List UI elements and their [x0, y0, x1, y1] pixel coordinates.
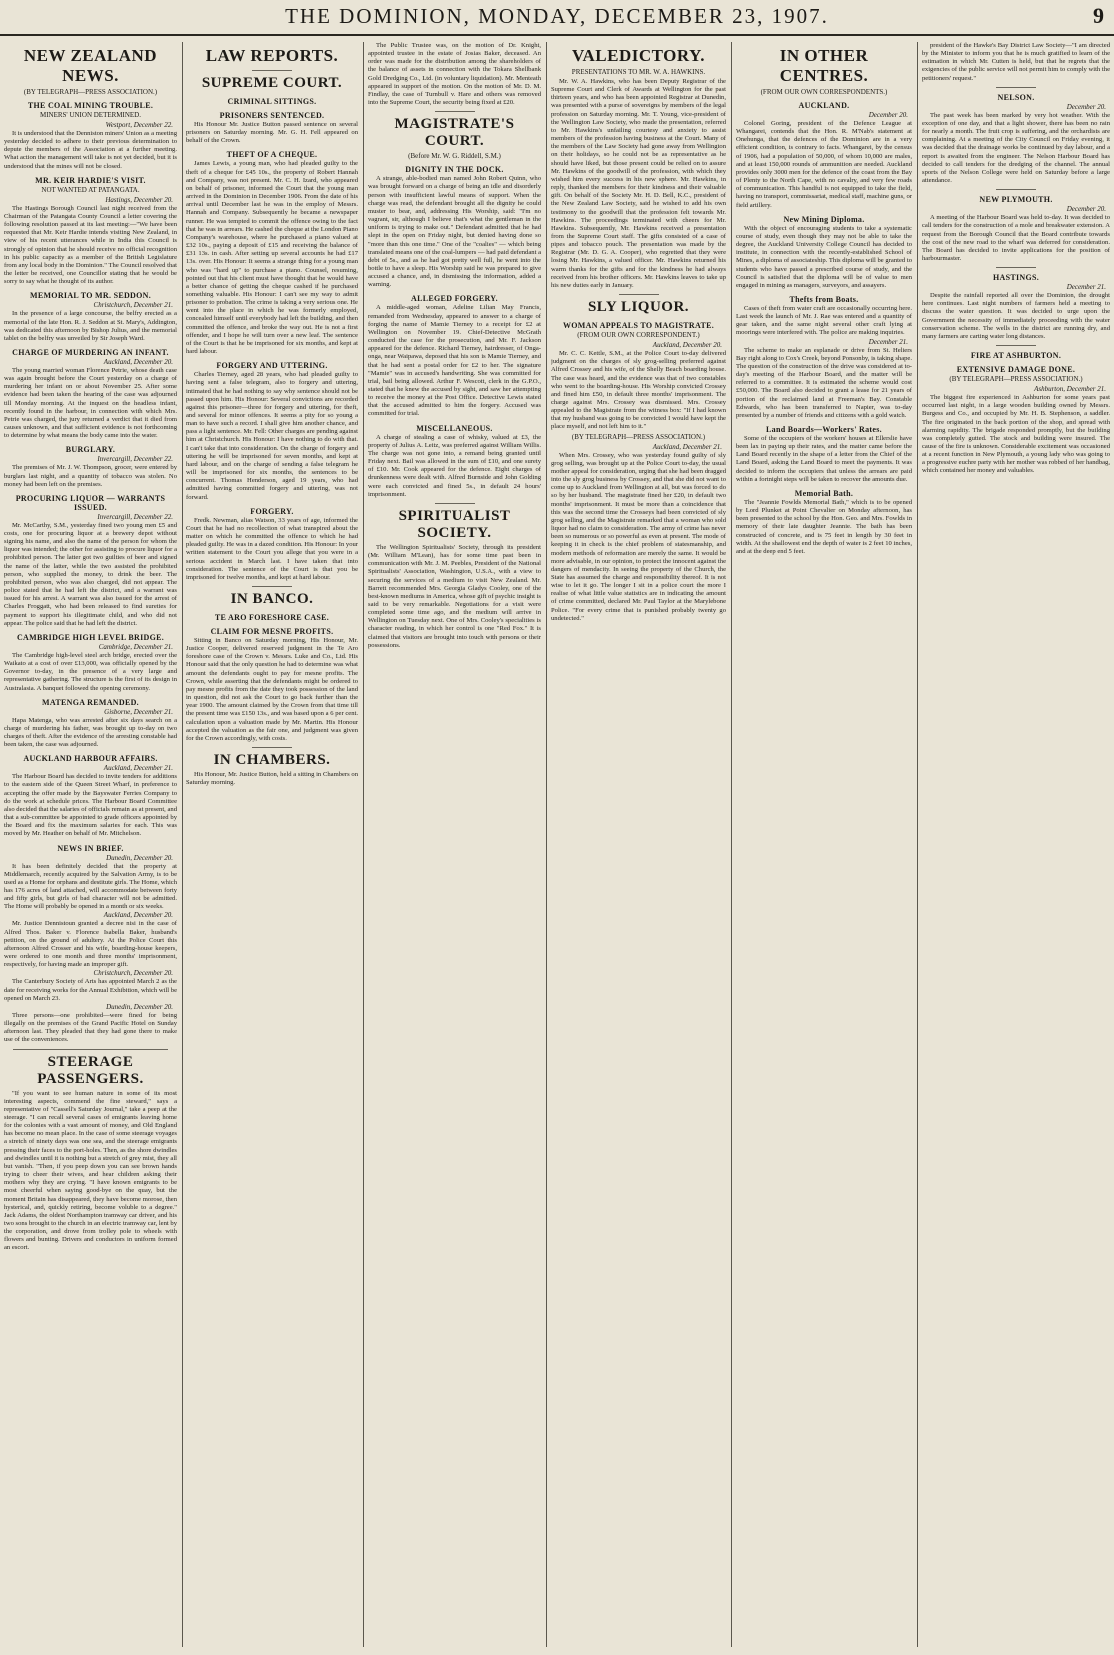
article-subheadline: PRESENTATIONS TO MR. W. A. HAWKINS. [571, 68, 706, 76]
dateline: Christchurch, December 21. [93, 301, 173, 310]
dateline: Hastings, December 20. [105, 195, 173, 204]
article-body: With the object of encouraging students to take a systematic course of study, even though they may not be able to take the degree, the Auckland University College Council has decided to institute, in connection with the recently-established School of Mines, a diploma of associateship. This diploma will be granted to students who have passed a prescribed course of study, and the Council is satisfied that the diploma will be of value to men engaged in mining as managers, surveyors, and assayers. [736, 224, 912, 289]
article-headline: BURGLARY. [65, 445, 116, 455]
byline: (BY TELEGRAPH—PRESS ASSOCIATION.) [23, 88, 158, 96]
article-headline: NEWS IN BRIEF. [57, 843, 124, 853]
article-body: Cases of theft from water craft are occasionally occurring here. Last week the launch of Mr. J. Rae was entered and a quantity of gear taken, and the same night several other craft lying at moorings were interfered with. The police are making inquiries. [736, 304, 912, 337]
article-body: The scheme to make an esplanade or drive from St. Heliers Bay right along to Cox's Creek, beyond Ponsonby, is taking shape. The question of the construction of the drive was considered at to-day's meeting of the Harbour Board, and the matter will be referred to a committee. It is estimated the scheme would cost £50,000. The Board also decided to grant a lease for 21 years of portion of the reclaimed land at Freeman's Bay. Constable Edwards, who has been transferred to Napier, was to-day presented by a number of friends and citizens with a gold watch. [736, 346, 912, 419]
article-subheadline: MINERS' UNION DETERMINED. [39, 111, 141, 119]
article-body: A charge of stealing a case of whisky, valued at £3, the property of Julius A. Leitz, was preferred against William Willis. The charge was not gone into, a remand being granted until Friday next. Bail was allowed in the sum of £10, and one surety of £10. Mr. Cook appeared for the defence. Eight charges of drunkenness were dealt with. Alfred Burnside and John Golding were each convicted and fined 5s., in default 24 hours' imprisonment. [368, 433, 541, 498]
section-heading: STEERAGE PASSENGERS. [37, 1053, 144, 1087]
divider [13, 1049, 169, 1050]
article-subheadline: EXTENSIVE DAMAGE DONE. [956, 365, 1076, 375]
article-body: The Wellington Spiritualists' Society, through its president (Mr. William M'Lean), has for some time past been in communication with Mr. J. M. Peebles, President of the National Spiritualists' Association, Washington, U.S.A., with a view to securing the services of a medium to visit New Zealand. Mr. Barrett recommended Mrs. Georgia Gladys Cooley, one of the best-known mediums in America, whose gift of psychic insight is said to be very remarkable. Negotiations for a visit were completed some time ago, and the medium will arrive in Wellington on Tuesday next. One of Mrs. Cooley's specialities is character reading, in which her control is one "Red Fox." It is claimed that visitors are brought into touch with persons or their possessions. [368, 543, 541, 649]
article-body: The past week has been marked by very hot weather. With the exception of one day, and that a light shower, there has been no rain for nearly a month. The fruit crop is suffering, and the orchardists are complaining. At a meeting of the City Council on Friday evening, it was decided that the drainage works be continued by day labour, and a report is awaited from the engineer. The Nelson Harbour Board has decided to call tenders for the dredging of the channel. The annual sports of the Nelson College were held on Saturday before a large attendance. [922, 111, 1110, 185]
divider [619, 294, 659, 295]
section-heading: IN CHAMBERS. [213, 752, 331, 768]
article-body: The Cambridge high-level steel arch bridge, erected over the Waikato at a cost of over £13,000, was officially opened by the Governor to-day, in the presence of a very large and representative gathering. The structure is the first of its design in Australasia. A banquet followed the opening ceremony. [4, 651, 177, 692]
divider [996, 267, 1036, 268]
article-headline: NELSON. [997, 92, 1035, 102]
article-body: The premises of Mr. J. W. Thompson, grocer, were entered by burglars last night, and a quantity of tobacco was stolen. No money had been left on the premises. [4, 464, 177, 488]
article-body: Despite the rainfall reported all over the Dominion, the drought here continues. Last night numbers of farmers held a meeting to discuss the water question. It was decided to urge upon the Government the necessity of immediately proceeding with the water conservation scheme. The wells in the district are running dry, and many farmers are carting water long distances. [922, 292, 1110, 340]
article-body: It is understood that the Denniston miners' Union as a meeting yesterday decided to adhere to their previous determination to depute the members of the Association at a further meeting. What action the management will take is not yet decided, but it is understood that the mines will not be closed. [4, 130, 177, 170]
article-headline: THE COAL MINING TROUBLE. [27, 101, 154, 110]
dateline: December 20. [1066, 205, 1106, 214]
section-heading: LAW REPORTS. [205, 46, 339, 65]
article-body: Sitting in Banco on Saturday morning, His Honour, Mr. Justice Cooper, delivered reserved judgment in the Te Aro foreshore case of the Crown v. Messrs. Luke and Co., Ltd. His Honour said that the only question he had to determine was what amount the defendants ought to pay for mesne profits. The Crown, while asserting that the defendants might be ordered to pay mesne profits from the date they took possession of the land in question, did not ask the Court to go back further than the year 1900. The amount claimed by the Crown from that time till the present time was £150 13s., and was based upon a 6 per cent. calculation upon a valuation made by Mr. Martin. His Honour accepted the valuation as the fair one, and judgment was given for the Crown accordingly, with costs. [186, 636, 358, 742]
article-headline: MEMORIAL TO MR. SEDDON. [29, 291, 152, 301]
article-body: The biggest fire experienced in Ashburton for some years past occurred last night, in a large wooden building owned by Messrs. Burgess and Co., and occupied by Mr. H. B. Stephenson, a saddler. The fire originated in the back portion of the shop, and spread with alarming rapidity. The brigade responded promptly, but the building was completely gutted. The stock and building were insured. The cause of the fire is unknown. Considerable excitement was occasioned at a recent function in New Plymouth, a young lady who was going to a progressive euchre party with her mother was robbed of her handbag, which contained her money and valuables. [922, 394, 1110, 475]
dateline: Dunedin, December 20. [106, 1002, 173, 1011]
byline: (FROM OUR OWN CORRESPONDENT.) [577, 331, 700, 340]
column-rule [917, 42, 918, 1647]
dateline: December 20. [868, 111, 908, 119]
article-headline: PROCURING LIQUOR — WARRANTS ISSUED. [15, 493, 166, 512]
article-subheadline: NOT WANTED AT PATANGATA. [41, 185, 140, 194]
column-rule [546, 42, 547, 1647]
article-body: James Lewis, a young man, who had pleaded guilty to the theft of a cheque for £45 10s., the property of Robert Hannah and Company, was not present. Mr. C. H. Izard, who appeared on behalf of prisoner, informed the Court that the young man arrived in the Dominion in December 1906. From the date of his arrival until December last he was in the employ of Messrs. Hannah and Company. Subsequently he became a newspaper runner. He was tempted to commit the offence owing to the fact that he was in arrears. He cashed the cheque at the London Piano Company's warehouse, where he purchased a piano valued at £32 10s., paying a deposit of £15 and receiving the balance of £31 13s. in cash. After setting up several accounts he had £17 13s. over. His Honour: It seems a strange thing for a young man who was "hard up" to purchase a piano. Counsel, resuming, pointed out that his client must have thought that he would have a better chance of getting the cheque cashed if he purchased something valuable. His Honour: I can't see my way to admit prisoner to probation. The crime is taking a very serious one. He went into the place in which he was formerly employed, concealed himself until everybody had left the building, and then committed the offence, and broke the way out. He is not a first offender, and I hope he will turn over a new leaf. The sentence of the Court is that he be imprisoned for six months, and kept at hard labour. [186, 160, 358, 356]
divider [996, 189, 1036, 190]
divider [252, 70, 292, 71]
article-body: A meeting of the Harbour Board was held to-day. It was decided to call tenders for the construction of a mole and breakwater extension. A request from the Borough Council that the Board contribute towards the cost of the new road to the wharf was deferred for consideration. The Board has decided to invite applications for the position of harbourmaster. [922, 214, 1110, 262]
article-body: Colonel Goring, president of the Defence League at Whangarei, contends that the Hon. R. M'Nab's statement at Onehunga, that the defences of the Dominion are in a very efficient condition, is contrary to facts. Whangarei, by the census of 1906, had a population of 50,000, of whom 10,000 are males, and at least 150,000 rounds of ammunition are needed. Auckland provides only 3000 men for the defence of the coast from the Bay of Plenty to the North Cape, with no cavalry, and very few roads of communication. This handful is not equipped to take the field, having no transport, commissariat, medical staff, machine guns, or field artillery. [736, 120, 912, 209]
article-headline: CAMBRIDGE HIGH LEVEL BRIDGE. [16, 632, 165, 642]
article-headline: HASTINGS. [992, 273, 1040, 283]
byline: (BY TELEGRAPH—PRESS ASSOCIATION.) [949, 375, 1083, 384]
dateline: Westport, December 22. [105, 121, 173, 129]
article-headline: AUCKLAND. [798, 101, 850, 110]
dateline: Auckland, December 21. [103, 764, 173, 773]
article-body: The Hastings Borough Council last night received from the Chairman of the Patangata County Council a letter covering the following resolution passed at its last meeting:—"We have been requested that Mr. Keir Hardie intends visiting New Zealand, in view of his recent utterances while in India this Council is strongly of opinion that he should receive no official recognition in his public capacity as a member of the British Legislature from any local body in the Dominion." The Council resolved that the letter be received, one Councillor stating that he would be sorry to say what he thought of its author. [4, 204, 177, 286]
section-heading: IN OTHER CENTRES. [779, 46, 869, 85]
section-heading: VALEDICTORY. [571, 46, 706, 65]
section-heading: NEW ZEALAND NEWS. [23, 46, 158, 85]
column-courts [368, 42, 541, 1650]
article-body: "If you want to see human nature in some of its most interesting aspects, commend the fine steward," says a representative of "Cassell's Saturday Journal," take a peep at the steerage. "I can recall several cases of emigrants leaving home for the colonies with a vast amount of money, and Old England has become no mean place. In the case of some steerage voyages a stretch of ninety days was one sea, and the steerage emigrants pressing their faces to the port-holes. Then, as the shore dwindles and dwindles until it is nothing but a stretch of grey mist, they all but vanish. "Then, if you peep down you can see brown hands trying to cheer their wives, and hear children asking their mothers why they are crying. "I have known emigrants to be most cheerful when saying good-bye on the quay, but the moment Britain has disappeared, they have become morose, then hysterical, and, quickly retiring, become voluble to a degree." Jack Adams, the oldest Northampton tramway car driver, and his two sons brought to the church in an electric tramway car, lent by the corporation, and drove from trolley pole to wheels with flowers and bunting. Drivers and conductors in uniform formed an escort. [4, 1089, 177, 1252]
column-rule [363, 42, 364, 1647]
article-headline: Land Boards—Workers' Rates. [766, 425, 882, 434]
column-valedictory [551, 42, 726, 1650]
article-body: president of the Hawke's Bay District Law Society—"I am directed by the Minister to inform you that he is much gratified to learn of the estimation in which Mr. Cutten is held, but that he regrets that the exigencies of the public service will not permit him to comply with the petitioners' request." [922, 42, 1110, 82]
newspaper-header-title: THE DOMINION, MONDAY, DECEMBER 23, 1907. [285, 4, 829, 28]
article-body: Charles Tierney, aged 28 years, who had pleaded guilty to having sent a false telegram, also to forgery and uttering, intimated that he had nothing to say why sentence should not be passed upon him. His Honour: Several convictions are recorded against this prisoner—three for forgery and uttering, for theft, and several for minor offences. It seems a pity for so young a man to have such a record. I shall give him another chance, and pass a light sentence. Mr. Fell: Other charges are pending against him at Christchurch. His Honour: I have nothing to do with that. I can't take that into consideration. On the charge of forgery and uttering he will be imprisoned for seven months, and kept at hard labour, and on the charge of sending a false telegram he will be imprisoned for six months, the sentences to be concurrent. Thomas Henderson, aged 19 years, who had admitted having committed forgery and uttering, was not forward. [186, 371, 358, 501]
article-body: Mr. McCarthy, S.M., yesterday fined two young men £5 and costs, one for procuring liquor at a brewery depot without signing his name, and also the name of the person for whom the liquor was intended; the other for assisting to procure liquor for a prohibited person. The latter got two guilties of beer and signed the name of the latter, while the two assisted the prohibited person, who supplied the money, to drink the beer. The prohibited person, who was also charged, did not appear. The police stated that he had left the district, and a warrant was issued for his arrest. A warrant was also issued for the arrest of Charles Froggatt, who had been released to find sureties for payment to support his illegitimate child, and who did not appear. The police said that he had left the district. [4, 521, 177, 627]
article-subheadline: CLAIM FOR MESNE PROFITS. [210, 626, 334, 636]
article-body: Three persons—one prohibited—were fined for being illegally on the premises of the Grand Pacific Hotel on Sunday afternoon last. They pleaded that they had gone there to make use of the conveniences. [4, 1011, 177, 1044]
article-headline: New Mining Diploma. [783, 214, 865, 224]
article-body: Hapa Matenga, who was arrested after six days search on a charge of murdering his father, was brought up to-day on two charges of theft. After the evidence of the arresting constable had been taken, the case was adjourned. [4, 716, 177, 749]
article-body: Mr. C. C. Kettle, S.M., at the Police Court to-day delivered judgment on the charges of sly grog-selling preferred against Alfred Crossey and his wife, of the Shelly Beach boarding house. The case was heard, and the evidence was that of two constables who went to the boarding-house. His Worship convicted Crossey and fined him £50, in default three months' imprisonment. The charge against Mrs. Crossey was dismissed. Mrs. Crossey appealed to the Magistrate from the witness box: "If I had known that my husband was going to be convicted I would have kept the place myself, and not left him to it." [551, 350, 726, 431]
article-headline: FORGERY. [250, 506, 294, 516]
article-headline: MATENGA REMANDED. [42, 697, 139, 707]
article-headline: AUCKLAND HARBOUR AFFAIRS. [23, 754, 158, 764]
column-new-zealand-news [4, 42, 177, 1650]
article-body: The young married woman Florence Petrie, whose death case was again brought before the Court yesterday on a charge of murdering her infant on or about November 25. After some evidence had been taken the hearing of the case was adjourned till Monday morning. At the inquest on the headless infant, recently found in the harbour, in connection with which Mrs. Petrie was charged, the jury returned a verdict that it died from causes unknown, and that sufficient evidence is not forthcoming to determine by what means the body came into the water. [4, 366, 177, 440]
article-subheadline: (Before Mr. W. G. Riddell, S.M.) [408, 152, 501, 161]
article-body: In the presence of a large concourse, the belfry erected as a memorial of the late Hon. R. J. Seddon at St. Mary's, Addington, was dedicated this afternoon by Bishop Julius, and the memorial tablet on the belfry was unveiled by Sir Joseph Ward. [4, 310, 177, 342]
dateline: Dunedin, December 20. [106, 853, 173, 862]
dateline: December 21. [1066, 283, 1106, 292]
article-headline: NEW PLYMOUTH. [979, 195, 1053, 205]
dateline: Auckland, December 21. [652, 442, 722, 451]
dateline: December 20. [1066, 102, 1106, 111]
section-heading: MAGISTRATE'S COURT. [394, 116, 515, 150]
article-body: The Public Trustee was, on the motion of Dr. Knight, appointed trustee in the estate of Josias Baker, deceased. An order was made for the distribution among the shareholders of the balance of assets in connection with the Tokara Shellbank Gold Dredging Co., Ltd. (in voluntary liquidation). Mr. Menteath appeared in support of the motion. On the motion of Mr. D. M. Findlay, the case of Turnbull v. Hare and others was removed into the Supreme Court, the security being fixed at £20. [368, 42, 541, 107]
article-body: A strange, able-bodied man named John Robert Quinn, who was brought forward on a charge of being an idle and disorderly person with insufficient lawful means of support. When the charge was read, the defendant brought all the dignity he could muster to bear, and, addressing His Worship, said: "I'm no vagrant, sir, although I believe that's what the gentleman in the uniform is trying to make out." Defendant admitted that he had slept in the open on Friday night, but denied having done so "more than this one time." One of the "coalies" — which being translated means one of the coal-lumpers — had paid defendant a debt of 5s., and as he had got pretty well full, he went into the bottle to have a sleep. His Worship said he was prepared to give accused a chance, and, in dismissing the information, added a warning. [368, 175, 541, 289]
article-headline: Thefts from Boats. [789, 294, 859, 304]
article-headline: Memorial Bath. [794, 488, 854, 498]
article-body: Some of the occupiers of the workers' houses at Ellerslie have been lax in paying up their rates, and the matter came before the Land Board recently in the shape of a letter from the Chief of the Land Board, asking the Land Board to meet the payments. It was decided to inform the occupiers that unless the arrears are paid within a fortnight steps will be taken to recover the amounts due. [736, 435, 912, 483]
article-body: His Honour, Mr. Justice Button, held a sitting in Chambers on Saturday morning. [186, 771, 358, 787]
dateline: Cambridge, December 21. [98, 642, 173, 651]
dateline: Auckland, December 20. [103, 911, 173, 920]
article-subheadline: CRIMINAL SITTINGS. [227, 97, 317, 106]
divider [996, 87, 1036, 88]
column-law-reports [186, 42, 358, 1650]
dateline: December 21. [868, 337, 908, 346]
column-other-centres [736, 42, 912, 1650]
section-subheading: SUPREME COURT. [201, 75, 343, 91]
article-headline: THEFT OF A CHEQUE. [226, 150, 318, 160]
byline: (BY TELEGRAPH—PRESS ASSOCIATION.) [571, 432, 706, 441]
dateline: Christchurch, December 20. [93, 969, 173, 978]
article-body: It has been definitely decided that the property at Middlemarch, recently acquired by the Salvation Army, is to be used as a Home for orphans and destitute girls. The Home, which has 176 acres of land attached, will accommodate between forty and fifty girls, but girls of bad character will not be admitted. The Home will probably be opened in a month or six weeks. [4, 862, 177, 911]
column-provincial [922, 42, 1110, 1650]
divider [252, 747, 292, 748]
article-headline: FIRE AT ASHBURTON. [970, 351, 1062, 361]
article-body: Mr. W. A. Hawkins, who has been Deputy Registrar of the Supreme Court and Clerk of Awards at Wellington for the past thirteen years, and who has been appointed Registrar at Dunedin, was presented with a purse of sovereigns by members of the legal profession on Saturday morning. Mr. T. Young, vice-president of the Wellington Law Society, who made the presentation, referred to Mr. Hawkins's unfailing courtesy and anxiety to assist members of the profession having business at the Court. Many of the members of the Law Society had gone away from Wellington on their holidays, so he could not be as representative as he should have liked, but those present could be relied on to assure Mr. Hawkins of the goodwill of the profession, with which they wished him every success in his new sphere. Mr. Hawkins, in reply, thanked the members for their kindness and their valuable gift. On behalf of the Society Mr. H. D. Bell, K.C., president of the New Zealand Law Society, said he wished to add his own testimony to the goodwill that the profession felt towards Mr. Hawkins. The proceedings terminated with cheers for Mr. Hawkins. Subsequently, Mr. Hawkins received a presentation from the Supreme Court staff. The gifts consisted of a case of pipes and tobacco pouch. The presentation was made by the Registrar (Mr. D. G. A. Cooper), who regretted that they were losing Mr. Hawkins, a valued officer. Mr. Hawkins returned his warm thanks for the gifts and for the kindness he had always received from his brother officers. Mr. Hawkins leaves to take up his new duties early in January. [551, 78, 726, 289]
article-body: The "Jeannie Fowlds Memorial Bath," which is to be opened by Lord Plunket at Point Chevalier on Monday afternoon, has been presented to the school by the Hon. Geo. and Mrs. Fowlds in memory of their late daughter Jeannie. The bath has been constructed of concrete, and is 75 feet in length by 30 feet in width. At the shallowest end the depth of water is 2 feet 10 inches, and at the deep end 5 feet. [736, 498, 912, 555]
article-headline: MR. KEIR HARDIE'S VISIT. [35, 175, 146, 185]
article-headline: WOMAN APPEALS TO MAGISTRATE. [562, 321, 715, 331]
byline: (FROM OUR OWN CORRESPONDENTS.) [760, 88, 888, 96]
dateline: Invercargill, December 22. [97, 455, 173, 464]
article-headline: ALLEGED FORGERY. [411, 294, 498, 304]
masthead [0, 0, 1114, 36]
divider [996, 345, 1036, 346]
article-body: His Honour Mr. Justice Button passed sentence on several prisoners on Saturday morning. Mr. G. H. Fell appeared on behalf of the Crown. [186, 121, 358, 145]
column-rule [182, 42, 183, 1647]
divider [252, 586, 292, 587]
article-body: Mr. Justice Dennistoun granted a decree nisi in the case of Alfred Thos. Baker v. Florence Isabella Baker, husband's petition, on the ground of adultery. At the Police Court this afternoon Alfred Crosser and his wife, boarding-house keepers, were ordered to one month and three months' imprisonment, respectively, for having made an improper gift. [4, 920, 177, 969]
article-headline: CHARGE OF MURDERING AN INFANT. [12, 347, 169, 357]
section-heading: SLY LIQUOR. [587, 299, 690, 316]
divider [435, 111, 475, 112]
dateline: Ashburton, December 21. [1034, 385, 1106, 394]
article-body: The Harbour Board has decided to invite tenders for additions to the eastern side of the Queen Street Wharf, in preference to accepting the offer made by the Bayswater Ferries Company to do the work at schedule prices. The Harbour Board Committee also decided that the salaries of officials remain as at present, and that a sub-committee be appointed to grade officers appointed by the Board and fix the maximum salaries for each. This was moved by Mr. Heather on behalf of Mr. Mitchelson. [4, 773, 177, 838]
dateline: Invercargill, December 22. [97, 512, 173, 521]
article-body: Fredk. Newman, alias Watson, 33 years of age, informed the Court that he had no recollection of what transpired about the matter on which he committed the offence to which he had pleaded guilty. He was in a dazed condition. His Honour: In your written statement to the Court you allege that you were in a serious accident in March last. I have taken that into consideration. The sentence of the Court is that you be imprisoned for twelve months, and kept at hard labour. [186, 516, 358, 581]
dateline: Auckland, December 20. [103, 357, 173, 366]
page-number: 9 [1093, 3, 1104, 28]
article-body: When Mrs. Crossey, who was yesterday found guilty of sly grog selling, was brought up at the Police Court to-day, the usual mother appeal for consideration, urging that she had been dragged into the sly grog business by Crossey, and that she did not want to come up to Auckland from Wellington at all, but was forced to do so by her husband. The magistrate fined her £20, in default two months' imprisonment. It must be more than a coincidence that this was the second time the Crosseys had been convicted of sly grog selling, and the Magistrate remarked that a woman who sold liquor had no claim to consideration. The army of crime has never been so numerous or so powerful as even at present. The mode of keeping it in check is the chief problem of statesmanship, and modern methods of reformation are merely the same. It would be more advisable, in our opinion, to protect the innocent against the dangers of mendacity. In seeing the property of the Church, the State has assumed the charge and responsibility thereof. It is not wise to let it go. The longer I sit in a police court the more I realise of what little value statistics are in indicating the amount of crime committed, declared Mr. Paul Taylor at the Marylebone Police. "For every crime that is punished probably twenty go undetected." [551, 451, 726, 622]
article-body: The Canterbury Society of Arts has appointed March 2 as the date for receiving works for the Annual Exhibition, which will be opened on March 23. [4, 978, 177, 1002]
article-headline: TE ARO FORESHORE CASE. [214, 612, 330, 622]
section-heading: IN BANCO. [230, 590, 314, 607]
column-rule [731, 42, 732, 1647]
article-headline: MISCELLANEOUS. [416, 423, 493, 433]
divider [435, 503, 475, 504]
section-heading: SPIRITUALIST SOCIETY. [398, 507, 511, 541]
dateline: Gisborne, December 21. [104, 707, 173, 716]
dateline: Auckland, December 20. [652, 341, 722, 350]
article-headline: DIGNITY IN THE DOCK. [405, 165, 504, 175]
article-body: A middle-aged woman, Adeline Lilian May Francis, remanded from Wednesday, appeared to answer to a charge of forging the name of Mamie Tierney to a receipt for £2 at Wellington on November 19. Chief-Detective McGrath conducted the case for the prosecution, and Mr. F. Jackson appeared for the defence. Richard Tierney, hairdresser, of Onga-onga, near Waipawa, deposed that his son is Mamie Tierney, and that he had sent a postal order for £2 to her. The signature "Mamie" was in accused's handwriting. She was committed for trial, bail being allowed. Arthur F. Wescott, clerk in the G.P.O., stated that he knew the accused by sight, and saw her attempting to receive the money at the Post Office. Detective Lewis stated that the accused admitted to him the forgery. Accused was committed for trial. [368, 304, 541, 418]
article-headline: PRISONERS SENTENCED. [219, 111, 325, 120]
article-headline: FORGERY AND UTTERING. [216, 361, 328, 371]
